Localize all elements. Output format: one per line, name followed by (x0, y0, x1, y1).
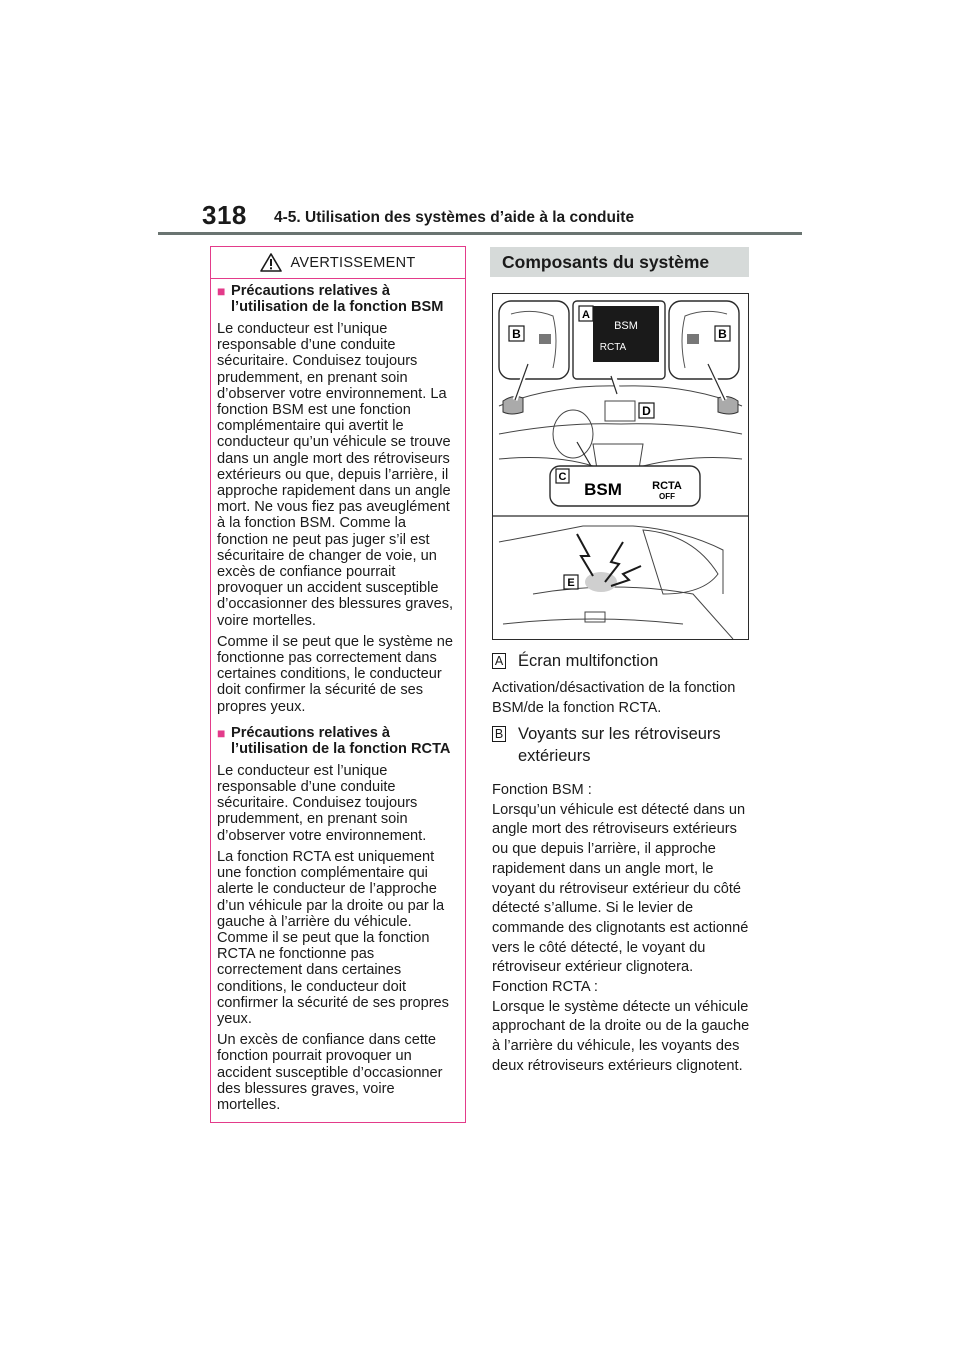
warning-light-glow (585, 572, 617, 592)
display-bsm-text: BSM (614, 320, 638, 332)
warning-paragraph: Le conducteur est l’unique responsable d’une conduite sécuritaire. Conduisez toujours prudemment, en prenant soin d’observer votre environnement. (217, 762, 427, 844)
right-side-mirror (718, 397, 738, 414)
warning-title: AVERTISSEMENT (290, 254, 416, 271)
legend-desc-line: Fonction BSM : (492, 782, 592, 798)
legend-desc-b (492, 781, 752, 1077)
warning-box (210, 246, 466, 1123)
label-e: E (567, 577, 575, 589)
warning-paragraph: Comme il se peut que le système ne fonctionne pas correctement dans certaines conditions, le conducteur doit confirmer la sécurité de ses propres yeux. (217, 633, 454, 715)
page-number: 318 (202, 200, 247, 230)
right-mirror-inset (669, 301, 739, 379)
warning-heading-bsm: ■ Précautions relatives à l’utilisation de la fonction BSM (217, 283, 444, 315)
square-bullet-icon: ■ (217, 283, 226, 299)
label-b-left: B (512, 327, 521, 341)
bsm-indicator-icon (539, 334, 551, 344)
warning-heading-rcta: ■ Précautions relatives à l’utilisation de la fonction RCTA (217, 724, 451, 757)
switch-panel-inset (550, 466, 700, 506)
letter-b-badge: B (492, 726, 506, 742)
warning-paragraph: Le conducteur est l’unique responsable d’une conduite sécuritaire. Conduisez toujours prudemment, en prenant soin d’observer votre environnement. La fonction BSM est une fonction complémentaire qui avertit le conducteur qu’un véhicule se trouve dans un angle mort des rétroviseurs extérieurs ou que, depuis l’arrière, il approche rapidement dans un angle mort. Ne vous fiez pas aveuglément à la fonction BSM. Comme la fonction ne peut pas juger s’il est sécuritaire de changer de voie, un excès de confiance pourrait provoquer un accident susceptible d’occasionner des blessures graves, voire mortelles. (217, 321, 454, 629)
label-a: A (582, 309, 590, 321)
switch-off-text: OFF (659, 492, 675, 501)
switch-bsm-text: BSM (584, 480, 622, 499)
letter-a-badge: A (492, 653, 506, 669)
warning-body (211, 279, 465, 1113)
warning-triangle-icon (260, 253, 282, 272)
system-illustration (492, 293, 749, 640)
section-title: 4-5. Utilisation des systèmes d’aide à la conduite (274, 209, 635, 226)
left-mirror-inset (499, 301, 569, 379)
legend-desc-a: Activation/désactivation de la fonction BSM/de la fonction RCTA. (492, 680, 736, 716)
dashboard-drawing (499, 386, 742, 469)
display-rcta-text: RCTA (599, 342, 627, 353)
label-b-right: B (718, 327, 727, 341)
warning-paragraph: La fonction RCTA est uniquement une fonction complémentaire qui alerte le conducteur de l’approche d’un véhicule par la droite ou par la gauche à l’arrière du véhicule. Comme il se peut que la fonction RCTA ne fonctionne pas correctement dans certaines conditions, le conducteur doit confirmer la sécurité de ses propres yeux. (217, 848, 449, 1027)
legend-item-b (492, 723, 752, 1077)
legend-desc-line: Fonction RCTA : (492, 979, 598, 996)
label-c: C (558, 471, 567, 483)
warning-paragraph: Un excès de confiance dans cette fonction pourrait provoquer un accident susceptible d’occasionner des blessures graves, voire mortelles. (217, 1032, 443, 1113)
header-rule (158, 232, 802, 235)
components-heading: Composants du système (490, 247, 749, 277)
bsm-indicator-icon (687, 334, 699, 344)
legend-desc-line: Lorsqu’un véhicule est détecté dans un angle mort des rétroviseurs extérieurs ou que depuis l’arrière, il approche rapidement dans un angle mort, le voyant du rétroviseur extérieur du côté détecté s’allume. Si le levier de commande des clignotants est actionné vers le côté détecté, le voyant du rétroviseur extérieur clignotera. (492, 801, 749, 976)
alert-lightning-icon (577, 534, 593, 576)
legend-title-b: Voyants sur les rétroviseurs extérieurs (518, 725, 721, 765)
display-inset (573, 301, 665, 379)
label-d: D (642, 404, 651, 418)
legend-item-a (492, 650, 752, 718)
legend-title-a: Écran multifonction (518, 652, 659, 670)
warning-header (211, 247, 465, 279)
legend-desc-line: Lorsque le système détecte un véhicule approchant de la droite ou de la gauche à l’arrière du véhicule, les voyants des deux rétroviseurs extérieurs clignotent. (492, 998, 750, 1074)
square-bullet-icon: ■ (217, 724, 226, 741)
switch-rcta-text: RCTA (652, 480, 682, 492)
system-components-diagram (493, 294, 748, 639)
